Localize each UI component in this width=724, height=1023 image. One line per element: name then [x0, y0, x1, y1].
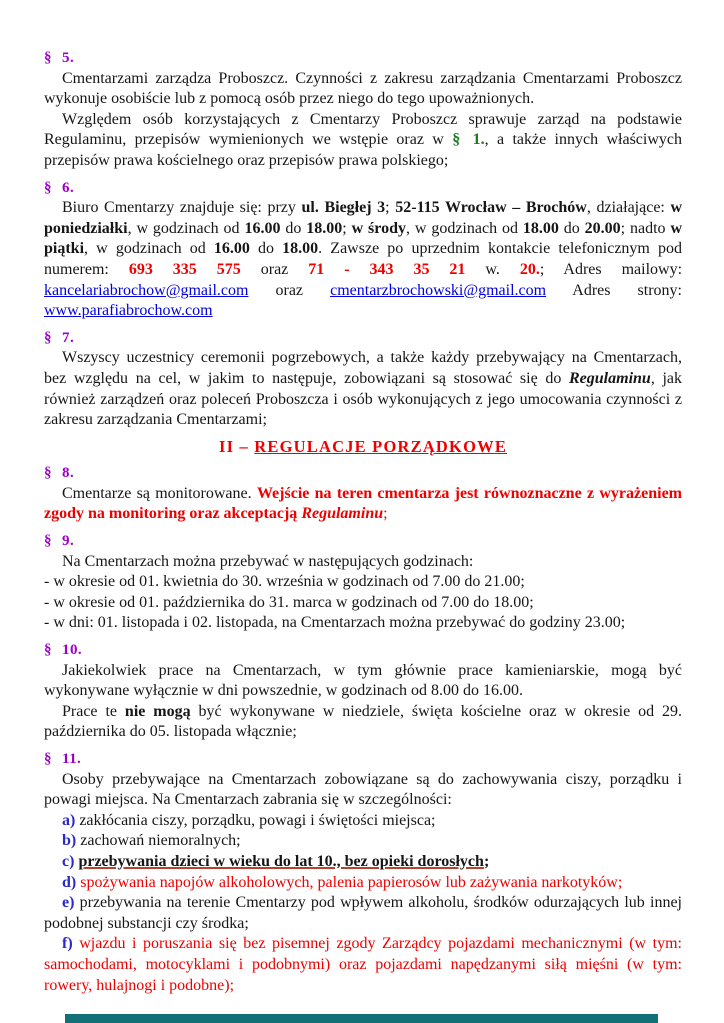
paragraph [44, 593, 682, 614]
section-marker: § 10. [44, 642, 82, 659]
paragraph [44, 811, 682, 832]
text-segment: 16.00 [213, 240, 250, 258]
text-segment: ul. Biegłej 3 [301, 199, 386, 217]
text-segment: 52-115 Wrocław – Brochów [395, 199, 587, 217]
text-segment: nie mogą [124, 702, 191, 720]
text-segment: Cmentarze są monitorowane. [62, 484, 257, 502]
paragraph [44, 893, 682, 934]
text-segment: 71 - 343 35 21 [308, 260, 466, 278]
heading-underlined-text: REGULACJE PORZĄDKOWE [254, 436, 508, 456]
text-segment: 20. [519, 260, 540, 278]
text-segment: 18.00 [306, 219, 343, 237]
text-segment: ; [342, 219, 352, 237]
text-segment: spożywania napojów alkoholowych, palenia papierosów lub zażywania narkotyków; [80, 873, 623, 891]
section-marker: § 5. [44, 50, 75, 66]
text-segment: Wszyscy uczestnicy ceremonii pogrzebowych, a także każdy przebywający na Cmentarzach, bez względu na cel, w jakim to następuje, zobowiązani są stosować się do [44, 349, 682, 387]
text-segment: do [558, 219, 585, 237]
document-body [44, 48, 682, 996]
text-segment: , w godzinach od [84, 240, 214, 258]
text-segment: § 1. [452, 131, 485, 149]
text-segment: , w godzinach od [127, 219, 245, 237]
text-segment: ; nadto [620, 219, 671, 237]
text-segment: f) [62, 935, 73, 953]
text-segment: Jakiekolwiek prace na Cmentarzach, w tym głównie prace kamieniarskie, mogą być wykonywane wyłącznie w dni powszednie, w godzinach od 8.00 do 16.00. [44, 661, 682, 700]
text-segment: 18.00 [282, 240, 319, 258]
paragraph [44, 69, 682, 110]
text-segment: przebywania dzieci w wieku do lat 10., bez opieki dorosłych [78, 852, 484, 870]
text-segment: - w dni: 01. listopada i 02. listopada, na Cmentarzach można przebywać do godziny 23.00; [44, 614, 626, 632]
text-segment: , działające: [586, 199, 671, 217]
text-segment: do [280, 219, 307, 237]
text-segment: przebywania na terenie Cmentarzy pod wpływem alkoholu, środków odurzających lub innej podobnej substancji czy środka; [44, 894, 682, 932]
section-heading [44, 437, 682, 458]
paragraph [44, 831, 682, 852]
text-segment: , jak również zarządzeń oraz poleceń Proboszcza i osób wykonujących z jego umocowania czynności z zakresu zarządzania Cmentarzami; [44, 369, 683, 429]
text-segment: zakłócania ciszy, porządku, powagi i świętości miejsca; [75, 811, 436, 829]
paragraph [44, 873, 682, 894]
text-segment: zachowań niemoralnych; [76, 832, 241, 850]
section-marker: § 8. [44, 465, 75, 482]
text-segment: e) [62, 894, 75, 912]
paragraph [44, 934, 682, 996]
text-segment: , w godzinach od [405, 219, 523, 237]
text-segment: Prace te [62, 702, 125, 720]
text-segment: ; [385, 199, 396, 217]
text-segment: 20.00 [584, 219, 621, 237]
link[interactable]: cmentarzbrochowski@gmail.com [330, 281, 547, 299]
text-segment: oraz [240, 260, 309, 278]
footer-accent-bar [65, 1014, 658, 1023]
text-segment: 18.00 [522, 219, 559, 237]
text-segment: a) [62, 811, 76, 829]
text-segment: być wykonywane w niedziele, święta kościelne oraz w okresie od 29. października do 05. listopada włącznie; [44, 702, 683, 741]
text-segment: w poniedziałki [44, 199, 683, 237]
section-marker: § 11. [44, 751, 82, 767]
link[interactable]: kancelariabrochow@gmail.com [44, 281, 249, 299]
paragraph [44, 852, 682, 873]
text-segment: d) [62, 873, 77, 891]
paragraph [44, 613, 682, 634]
text-segment: . Zawsze po uprzednim kontakcie telefonicznym pod numerem: [44, 240, 683, 278]
paragraph [44, 552, 682, 573]
paragraph [44, 198, 682, 322]
text-segment: 16.00 [244, 219, 281, 237]
text-segment: Regulaminu [569, 369, 651, 387]
text-segment: Regulaminu [301, 505, 384, 523]
text-segment: b) [62, 832, 77, 850]
text-segment: , a także innych właściwych przepisów prawa kościelnego oraz przepisów prawa polskiego; [44, 131, 682, 169]
text-segment: - w okresie od 01. kwietnia do 30. września w godzinach od 7.00 do 21.00; [44, 573, 525, 591]
text-segment: w piątki [44, 219, 682, 258]
text-segment: Cmentarzami zarządza Proboszcz. Czynności z zakresu zarządzania Cmentarzami Proboszcz wykonuje osobiście lub z pomocą osób przez niego do tego upoważnionych. [44, 69, 682, 108]
paragraph [44, 770, 682, 811]
text-segment: Biuro Cmentarzy znajduje się: przy [62, 199, 302, 217]
text-segment: Na Cmentarzach można przebywać w następujących godzinach: [62, 552, 474, 570]
text-segment: 693 335 575 [128, 260, 241, 278]
section-marker: § 9. [44, 533, 75, 550]
text-segment: oraz [248, 281, 331, 299]
text-segment: - w okresie od 01. października do 31. marca w godzinach od 7.00 do 18.00; [44, 593, 534, 611]
paragraph [44, 110, 682, 172]
section-marker: § 6. [44, 179, 75, 196]
text-segment: ; [383, 505, 388, 523]
paragraph [44, 661, 682, 702]
text-segment: w środy [351, 219, 406, 237]
paragraph [44, 702, 682, 743]
paragraph [44, 484, 682, 525]
text-segment: w. [465, 260, 520, 278]
text-segment: Adres strony: [546, 281, 682, 299]
paragraph [44, 348, 682, 430]
text-segment: ; [483, 852, 490, 870]
text-segment: Względem osób korzystających z Cmentarzy Proboszcz sprawuje zarząd na podstawie Regulaminu, przepisów wymienionych we wstępie oraz w [44, 110, 682, 149]
text-segment: c) [62, 852, 75, 870]
heading-prefix: II – [218, 436, 255, 456]
text-segment: Wejście na teren cmentarza jest równoznaczne z wyrażeniem zgody na monitoring oraz akceptacją [44, 484, 683, 523]
section-marker: § 7. [44, 329, 75, 346]
text-segment: ; Adres mailowy: [539, 260, 683, 278]
paragraph [44, 572, 682, 593]
text-segment: Osoby przebywające na Cmentarzach zobowiązane są do zachowywania ciszy, porządku i powagi miejsca. Na Cmentarzach zabrania się w szczególności: [44, 770, 682, 809]
text-segment: do [249, 240, 283, 258]
link[interactable]: www.parafiabrochow.com [44, 302, 213, 320]
text-segment: wjazdu i poruszania się bez pisemnej zgody Zarządcy pojazdami mechanicznymi (w tym: samochodami, motocyklami i podobnymi) oraz pojazdami napędzanymi siłą mięśni (w tym: rowery, hulajnogi i podobne); [44, 935, 683, 994]
